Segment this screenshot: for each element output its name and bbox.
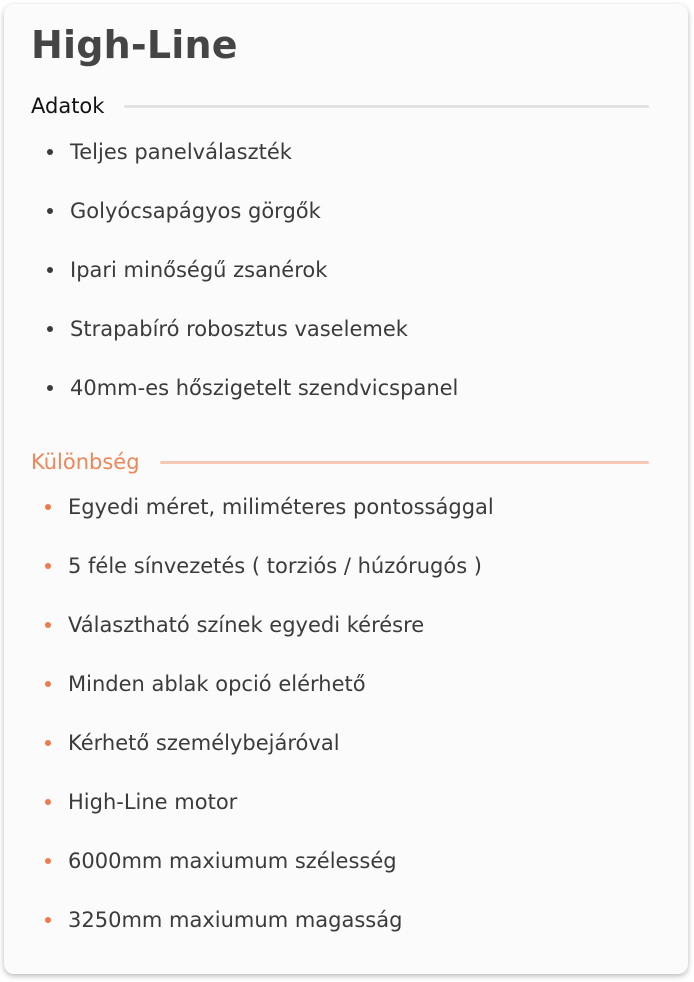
bullet-icon bbox=[47, 267, 53, 273]
diff-divider bbox=[160, 461, 649, 464]
diff-list bbox=[4, 477, 688, 950]
list-item bbox=[4, 299, 688, 358]
specs-heading: Adatok bbox=[31, 94, 105, 118]
list-item bbox=[4, 654, 688, 713]
bullet-icon bbox=[45, 622, 51, 628]
bullet-icon bbox=[47, 385, 53, 391]
list-item bbox=[4, 772, 688, 831]
list-item bbox=[4, 122, 688, 181]
bullet-icon bbox=[45, 858, 51, 864]
list-item-text: Golyócsapágyos görgők bbox=[70, 198, 321, 223]
list-item-text: Teljes panelválaszték bbox=[70, 139, 292, 164]
list-item-text: 3250mm maxiumum magasság bbox=[68, 908, 403, 933]
list-item-text: Minden ablak opció elérhető bbox=[68, 671, 366, 696]
bullet-icon bbox=[45, 799, 51, 805]
list-item-text: Kérhető személybejáróval bbox=[68, 730, 340, 755]
list-item-text: Strapabíró robosztus vaselemek bbox=[70, 316, 408, 341]
bullet-icon bbox=[45, 504, 51, 510]
list-item bbox=[4, 713, 688, 772]
list-item-text: Ipari minőségű zsanérok bbox=[70, 257, 328, 282]
list-item bbox=[4, 240, 688, 299]
specs-section-header bbox=[31, 94, 649, 118]
list-item bbox=[4, 891, 688, 950]
list-item bbox=[4, 595, 688, 654]
bullet-icon bbox=[45, 681, 51, 687]
list-item-text: 6000mm maxiumum szélesség bbox=[68, 849, 397, 874]
bullet-icon bbox=[45, 740, 51, 746]
list-item-text: 5 féle sínvezetés ( torziós / húzórugós ) bbox=[68, 553, 483, 578]
specs-list bbox=[4, 122, 688, 417]
bullet-icon bbox=[45, 917, 51, 923]
diff-heading: Különbség bbox=[31, 450, 140, 474]
product-title: High-Line bbox=[31, 23, 238, 67]
list-item bbox=[4, 358, 688, 417]
list-item bbox=[4, 477, 688, 536]
specs-divider bbox=[124, 105, 649, 108]
list-item-text: Egyedi méret, miliméteres pontossággal bbox=[68, 494, 494, 519]
list-item bbox=[4, 536, 688, 595]
bullet-icon bbox=[47, 326, 53, 332]
list-item-text: High-Line motor bbox=[68, 790, 238, 815]
list-item bbox=[4, 181, 688, 240]
bullet-icon bbox=[47, 208, 53, 214]
diff-section-header bbox=[31, 450, 649, 474]
bullet-icon bbox=[45, 563, 51, 569]
list-item-text: 40mm-es hőszigetelt szendvicspanel bbox=[70, 375, 459, 400]
bullet-icon bbox=[47, 149, 53, 155]
list-item bbox=[4, 832, 688, 891]
product-card bbox=[4, 4, 688, 974]
list-item-text: Választható színek egyedi kérésre bbox=[68, 612, 425, 637]
